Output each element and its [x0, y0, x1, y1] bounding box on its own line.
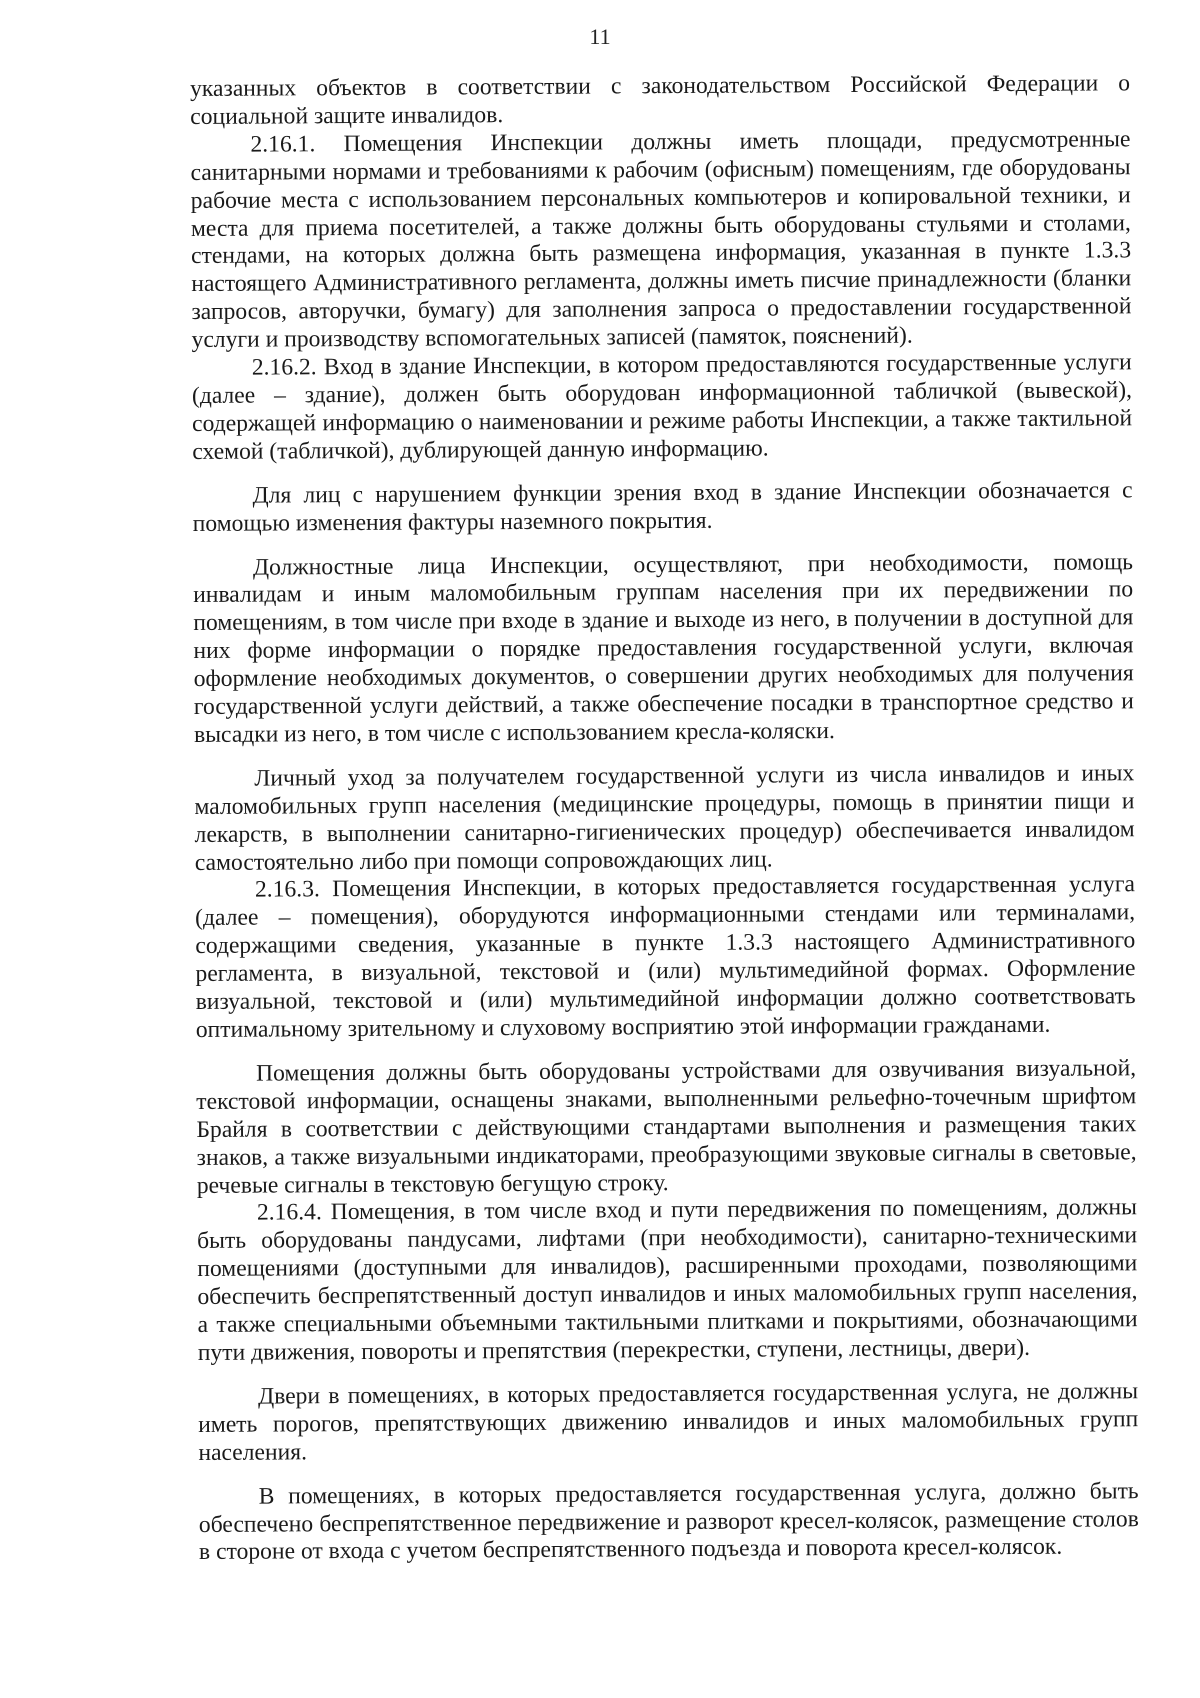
paragraph-continuation: указанных объектов в соответствии с законодательством Российской Федерации о социальной защите инвалидов.: [190, 70, 1131, 130]
paragraph-vision-impaired: Для лиц с нарушением функции зрения вход в здание Инспекции обозначается с помощью изменения фактуры наземного покрытия.: [192, 476, 1133, 537]
paragraph-2-16-1: 2.16.1. Помещения Инспекции должны иметь площади, предусмотренные санитарными нормами и требованиями к рабочим (офисным) помещениям, где оборудованы рабочие места с использованием персональных компьютеров и копировальной техники, и места для приема посетителей, а также должны быть оборудованы стульями и столами, стендами, на которых должна быть размещена информация, указанная в пункте 1.3.3 настоящего Административного регламента, должны иметь писчие принадлежности (бланки запросов, авторучки, бумагу) для заполнения запроса о предоставлении государственной услуги и производству вспомогательных записей (памяток, пояснений).: [190, 126, 1132, 354]
paragraph-2-16-2: 2.16.2. Вход в здание Инспекции, в котором предоставляются государственные услуги (далее – здание), должен быть оборудован информационной табличкой (вывеской), содержащей информацию о наименовании и режиме работы Инспекции, а также тактильной схемой (табличкой), дублирующей данную информацию.: [191, 349, 1133, 465]
paragraph-doors: Двери в помещениях, в которых предоставляется государственная услуга, не должны иметь порогов, препятствующих движению инвалидов и иных маломобильных групп населения.: [198, 1378, 1139, 1466]
document-body: [190, 70, 1139, 1567]
paragraph-audio-braille: Помещения должны быть оборудованы устройствами для озвучивания визуальной, текстовой информации, оснащены знаками, выполненными рельефно-точечным шрифтом Брайля в соответствии с действующими стандартами выполнения и размещения таких знаков, а также визуальными индикаторами, преобразующими звуковые сигналы в световые, речевые сигналы в текстовую бегущую строку.: [196, 1055, 1137, 1199]
paragraph-officials-assistance: Должностные лица Инспекции, осуществляют, при необходимости, помощь инвалидам и иным маломобильным группам населения при их передвижении по помещениям, в том числе при входе в здание и выходе из него, в получении в доступной для них форме информации о порядке предоставления государственной услуги, включая оформление необходимых документов, о совершении других необходимых для получения государственной услуги действий, а также обеспечение посадки в транспортное средство и высадки из него, в том числе с использованием кресла-коляски.: [193, 548, 1134, 748]
paragraph-wheelchair-movement: В помещениях, в которых предоставляется государственная услуга, должно быть обеспечено беспрепятственное передвижение и разворот кресел-колясок, размещение столов в стороне от входа с учетом беспрепятственного подъезда и поворота кресел-колясок.: [198, 1477, 1139, 1566]
paragraph-2-16-3: 2.16.3. Помещения Инспекции, в которых предоставляется государственная услуга (далее – помещения), оборудуются информационными стендами или терминалами, содержащими сведения, указанные в пункте 1.3.3 настоящего Административного регламента, в визуальной, текстовой и (или) мультимедийной формах. Оформление визуальной, текстовой и (или) мультимедийной информации должно соответствовать оптимальному зрительному и слуховому восприятию этой информации гражданами.: [195, 871, 1136, 1043]
paragraph-personal-care: Личный уход за получателем государственной услуги из числа инвалидов и иных маломобильных групп населения (медицинские процедуры, помощь в принятии пищи и лекарств, в выполнении санитарно-гигиенических процедур) обеспечивается инвалидом самостоятельно либо при помощи сопровождающих лиц.: [194, 760, 1135, 876]
paragraph-2-16-4: 2.16.4. Помещения, в том числе вход и пути передвижения по помещениям, должны быть оборудованы пандусами, лифтами (при необходимости), санитарно-техническими помещениями (доступными для инвалидов), расширенными проходами, позволяющими обеспечить беспрепятственный доступ инвалидов и иных маломобильных групп населения, а также специальными объемными тактильными плитками и покрытиями, обозначающими пути движения, повороты и препятствия (перекрестки, ступени, лестницы, двери).: [197, 1194, 1138, 1366]
page-number: 11: [589, 24, 611, 49]
